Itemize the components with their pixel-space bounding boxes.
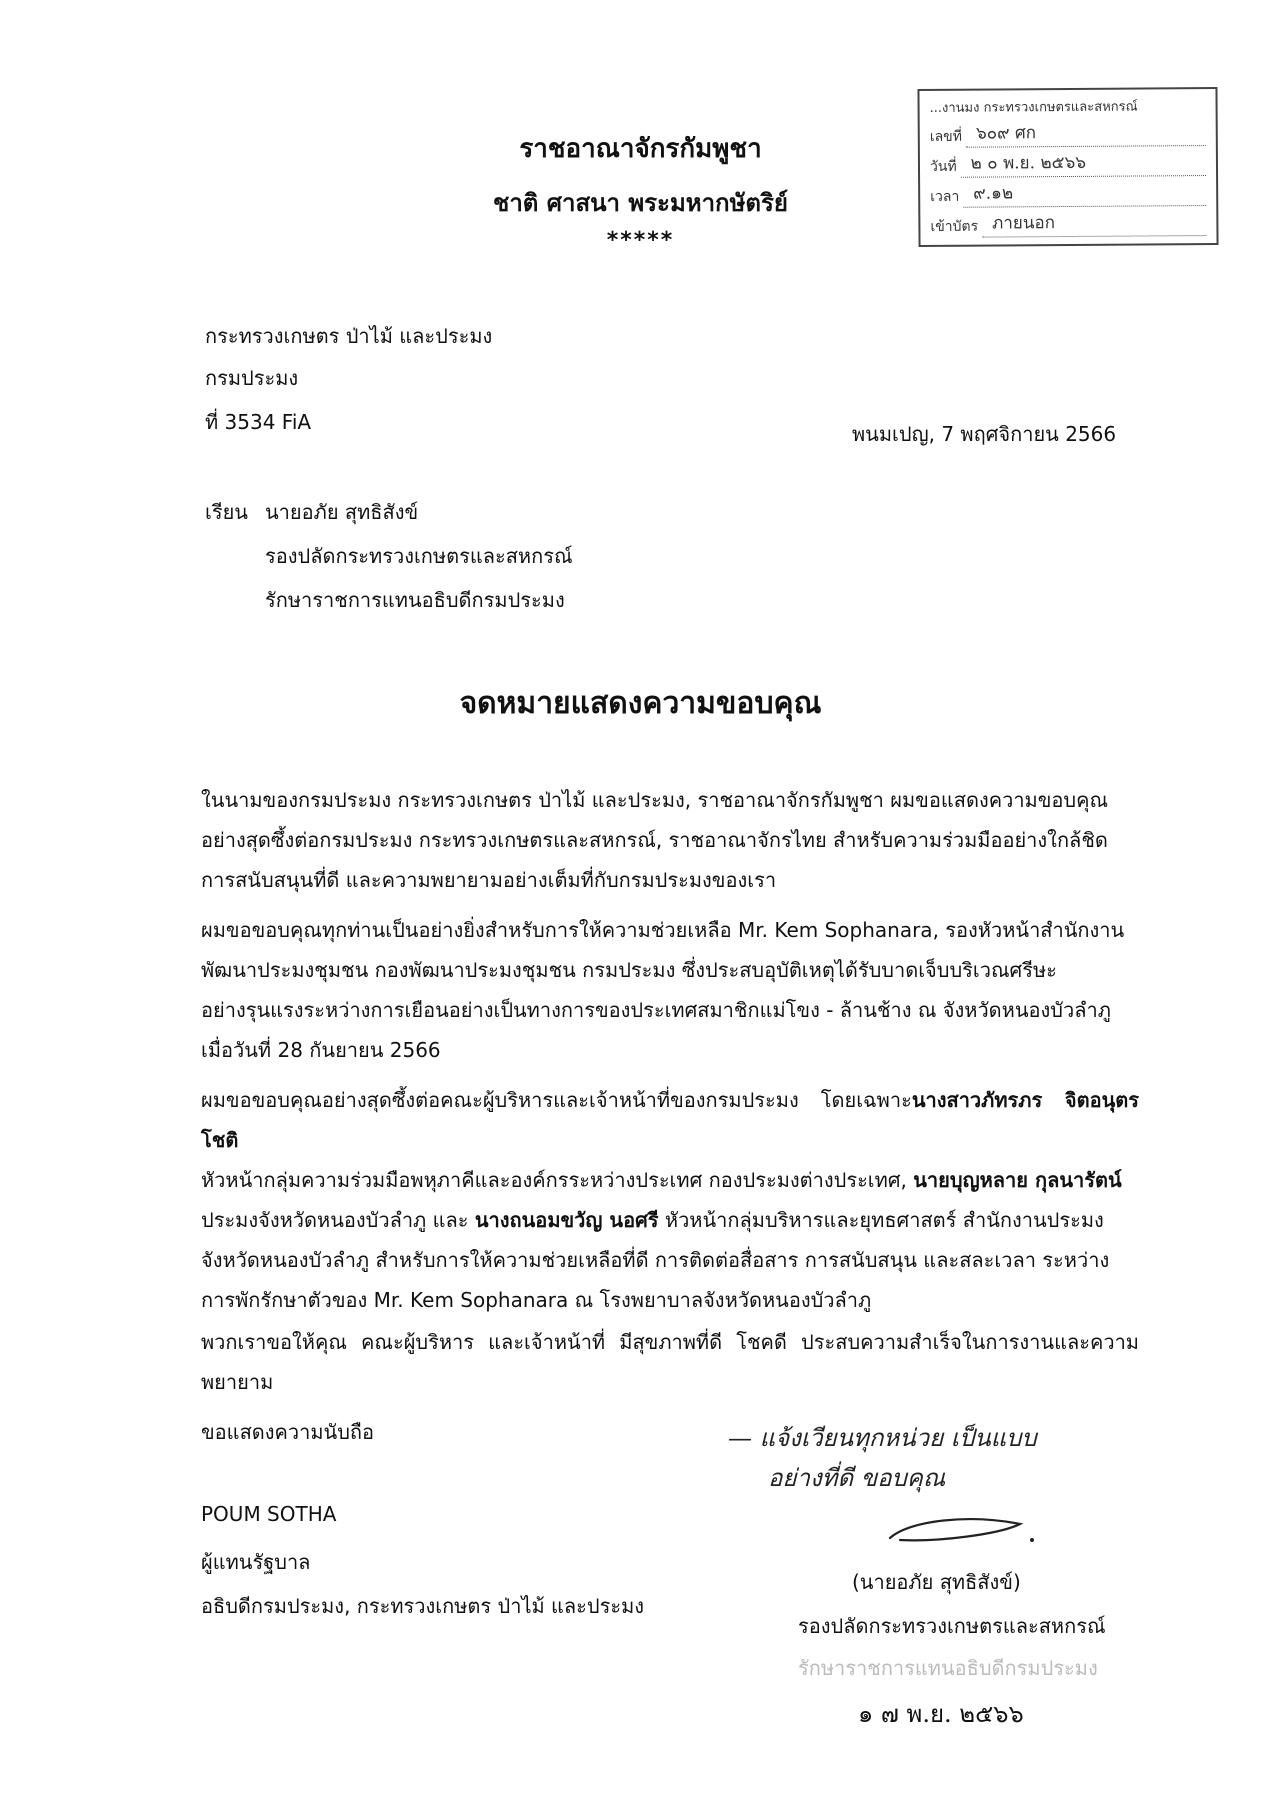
heading-stars: ***** — [606, 228, 675, 253]
reference-number: ที่ 3534 FiA — [205, 410, 312, 434]
paragraph-4 — [201, 1322, 1139, 1402]
stamp-number-value: ๖๐๙ ศก — [966, 118, 1206, 148]
paragraph-2 — [201, 910, 1139, 1070]
paragraph-1 — [201, 780, 1139, 900]
paragraph-3 — [201, 1080, 1139, 1320]
highlighted-name: นายบุญหลาย กุลนารัตน์ — [913, 1168, 1122, 1192]
paragraph-1-line: อย่างสุดซึ้งต่อกรมประมง กระทรวงเกษตรและสหกรณ์, ราชอาณาจักรไทย สำหรับความร่วมมืออย่างใกล้ชิด — [201, 828, 1108, 852]
endorsement-date: ๑ ๗ พ.ย. ๒๕๖๖ — [858, 1700, 1024, 1728]
sender-department: กรมประมง — [205, 366, 299, 390]
recipient-name: นายอภัย สุทธิสังข์ — [265, 500, 419, 524]
stamp-number-label: เลขที่ — [929, 128, 963, 145]
motto-heading: ชาติ ศาสนา พระมหากษัตริย์ — [493, 189, 788, 217]
paragraph-3-text: ประมงจังหวัดหนองบัวลำภู และ — [201, 1208, 475, 1232]
paragraph-2-line: อย่างรุนแรงระหว่างการเยือนอย่างเป็นทางการของประเทศสมาชิกแม่โขง - ล้านช้าง ณ จังหวัดหนองบัวลำภู — [201, 998, 1111, 1022]
paragraph-3-text: ผมขอขอบคุณอย่างสุดซึ้งต่อคณะผู้บริหารและเจ้าหน้าที่ของกรมประมง โดยเฉพาะ — [201, 1088, 912, 1112]
closing-regards: ขอแสดงความนับถือ — [201, 1420, 375, 1444]
highlighted-name: นางสาวภัทรภร จิตอนุตรโชติ — [201, 1088, 1139, 1152]
handwritten-note-line-2: อย่างที่ดี ขอบคุณ — [768, 1464, 946, 1492]
signature-scribble — [880, 1500, 1060, 1560]
endorser-position: รองปลัดกระทรวงเกษตรและสหกรณ์ — [798, 1614, 1106, 1638]
paragraph-2-line: ผมขอขอบคุณทุกท่านเป็นอย่างยิ่งสำหรับการให้ความช่วยเหลือ Mr. Kem Sophanara, รองหัวหน้าสำนักงาน — [201, 918, 1125, 942]
stamp-time-value: ๙.๑๒ — [963, 178, 1206, 208]
paragraph-4-line: พวกเราขอให้คุณ คณะผู้บริหาร และเจ้าหน้าที่ มีสุขภาพที่ดี โชคดี ประสบความสำเร็จในการงานและความพยายาม — [201, 1330, 1139, 1394]
stamp-date-label: วันที่ — [929, 158, 957, 175]
paragraph-3-line: จังหวัดหนองบัวลำภู สำหรับการให้ความช่วยเหลือที่ดี การติดต่อสื่อสาร การสนับสนุน และสละเวลา ระหว่าง — [201, 1248, 1110, 1272]
stamp-date-value: ๒ ๐ พ.ย. ๒๕๖๖ — [961, 148, 1207, 178]
paragraph-1-line: การสนับสนุนที่ดี และความพยายามอย่างเต็มที่กับกรมประมงของเรา — [201, 868, 777, 892]
stamp-time-label: เวลา — [930, 188, 960, 205]
handwritten-note-line-1: — แจ้งเวียนทุกหน่วย เป็นแบบ — [728, 1424, 1037, 1452]
recipient-acting-position: รักษาราชการแทนอธิบดีกรมประมง — [265, 588, 565, 612]
paragraph-1-line: ในนามของกรมประมง กระทรวงเกษตร ป่าไม้ และประมง, ราชอาณาจักรกัมพูชา ผมขอแสดงความขอบคุณ — [201, 788, 1109, 812]
kingdom-heading: ราชอาณาจักรกัมพูชา — [519, 134, 762, 164]
paragraph-3-text: หัวหน้ากลุ่มความร่วมมือพหุภาคีและองค์กรระหว่างประเทศ กองประมงต่างประเทศ, — [201, 1168, 914, 1192]
salutation: เรียน — [205, 500, 248, 524]
paragraph-3-line — [201, 1200, 1139, 1240]
stamp-agency: ...งานมง กระทรวงเกษตรและสหกรณ์ — [929, 99, 1138, 116]
signatory-role: ผู้แทนรัฐบาล — [201, 1550, 311, 1574]
paragraph-2-line: พัฒนาประมงชุมชน กองพัฒนาประมงชุมชน กรมประมง ซึ่งประสบอุบัติเหตุได้รับบาดเจ็บบริเวณศรีษะ — [201, 958, 1057, 982]
endorser-acting-position: รักษาราชการแทนอธิบดีกรมประมง — [798, 1656, 1098, 1680]
recipient-position: รองปลัดกระทรวงเกษตรและสหกรณ์ — [265, 544, 573, 568]
highlighted-name: นางถนอมขวัญ นอศรี — [474, 1208, 659, 1232]
paragraph-3-text: หัวหน้ากลุ่มบริหารและยุทธศาสตร์ สำนักงานประมง — [658, 1208, 1104, 1232]
signatory-name: POUM SOTHA — [201, 1502, 337, 1526]
letter-title: จดหมายแสดงความขอบคุณ — [459, 686, 822, 721]
stamp-entry-label: เข้าบัตร — [930, 218, 979, 235]
sender-ministry: กระทรวงเกษตร ป่าไม้ และประมง — [205, 324, 493, 348]
paragraph-2-line: เมื่อวันที่ 28 กันยายน 2566 — [201, 1038, 441, 1062]
paragraph-3-line — [201, 1080, 1139, 1160]
paragraph-3-line: การพักรักษาตัวของ Mr. Kem Sophanara ณ โรงพยาบาลจังหวัดหนองบัวลำภู — [201, 1288, 872, 1312]
signatory-position: อธิบดีกรมประมง, กระทรวงเกษตร ป่าไม้ และประมง — [201, 1594, 645, 1618]
place-date: พนมเปญ, 7 พฤศจิกายน 2566 — [852, 422, 1117, 446]
stamp-entry-value: ภายนอก — [982, 208, 1206, 238]
endorser-name: (นายอภัย สุทธิสังข์) — [852, 1570, 1021, 1594]
paragraph-3-line — [201, 1160, 1139, 1200]
